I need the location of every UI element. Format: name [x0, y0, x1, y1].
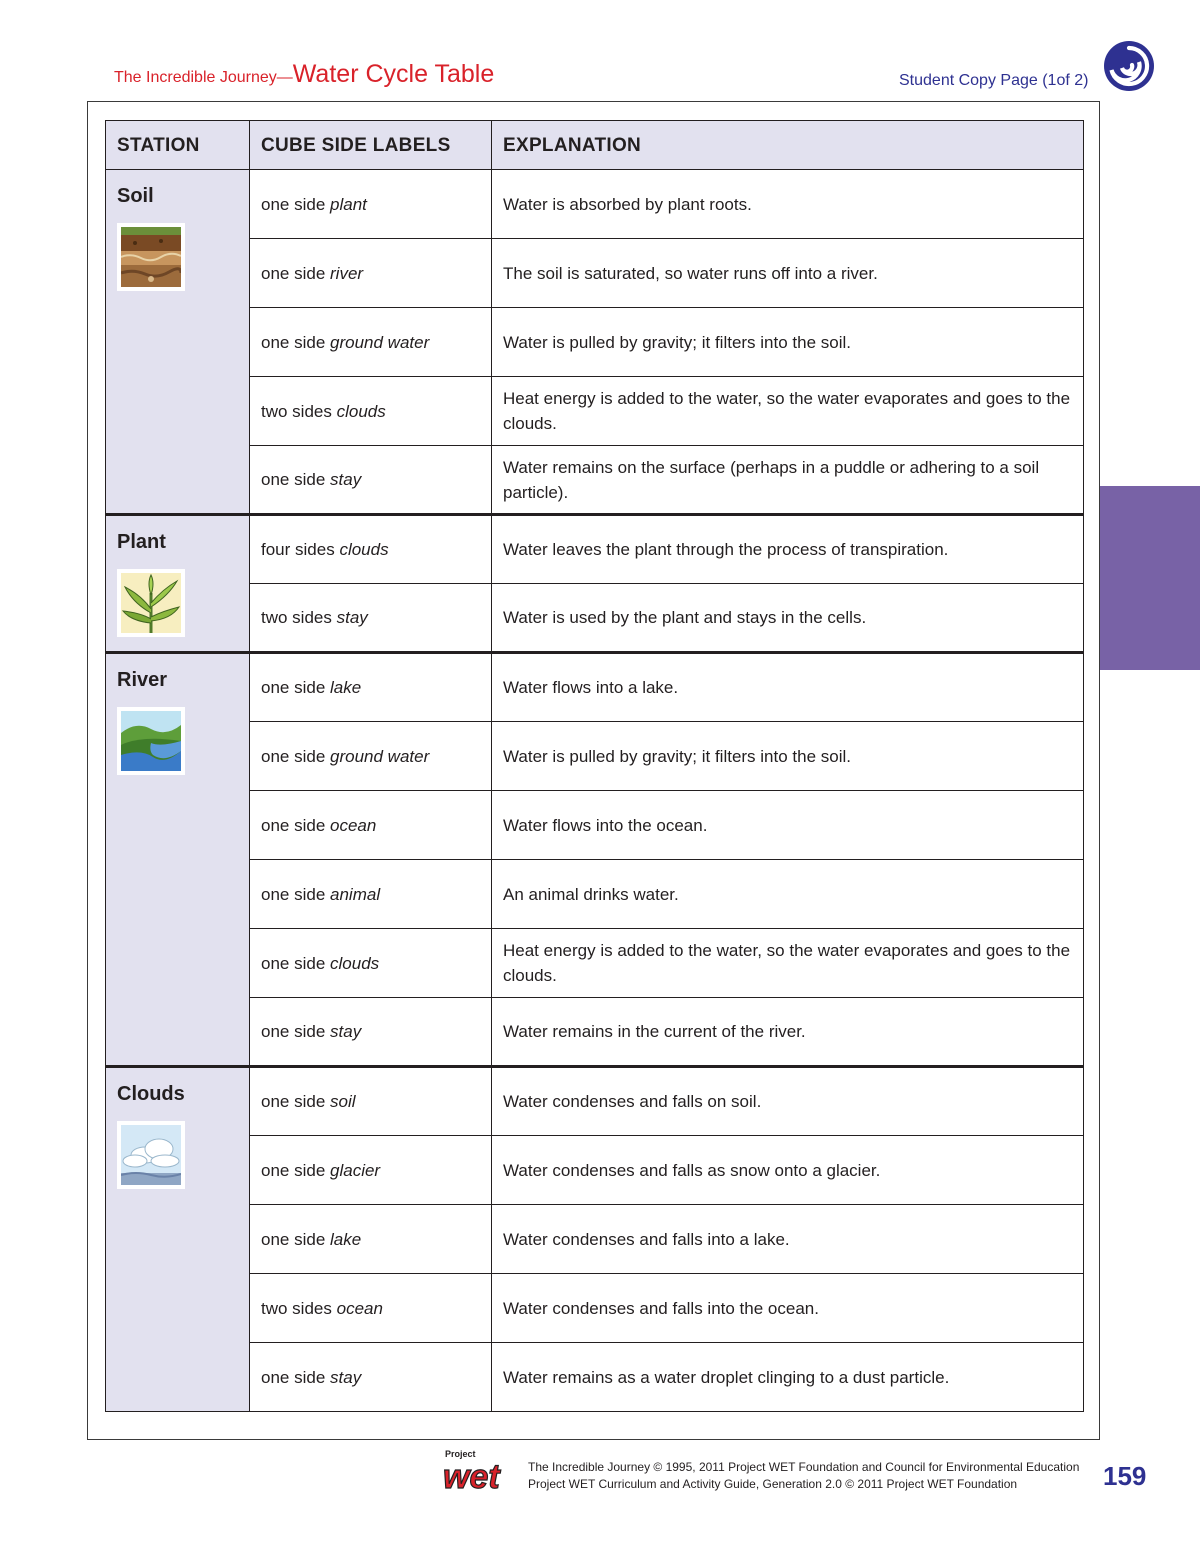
side-count: one side [261, 1022, 326, 1041]
side-destination: ocean [336, 1298, 383, 1318]
cube-side-label-cell [250, 1205, 492, 1274]
table-body [106, 170, 1084, 1412]
table-row [106, 860, 1084, 929]
side-destination: stay [336, 608, 368, 627]
explanation-cell: Water flows into a lake. [492, 653, 1084, 722]
cube-side-label-cell [250, 653, 492, 722]
side-count: one side [261, 884, 326, 904]
cube-side-label-cell [250, 446, 492, 515]
side-count: one side [261, 815, 326, 835]
cube-side-label-cell [250, 1343, 492, 1412]
side-count: one side [261, 470, 326, 489]
table-row [106, 170, 1084, 239]
station-cell-soil [106, 170, 250, 515]
side-count: one side [261, 1092, 326, 1111]
side-destination: stay [330, 470, 362, 489]
station-name: Clouds [117, 1083, 185, 1105]
station-name: River [117, 669, 168, 691]
side-destination: ground water [330, 332, 430, 352]
cube-side-label-cell [250, 515, 492, 584]
cube-side-label-cell [250, 929, 492, 998]
table-row [106, 722, 1084, 791]
side-count: one side [261, 1160, 326, 1180]
side-destination: clouds [330, 953, 380, 973]
side-count: one side [261, 678, 326, 697]
station-name: Soil [117, 185, 154, 207]
explanation-cell: Water is pulled by gravity; it filters into the soil. [492, 308, 1084, 377]
side-count: one side [261, 953, 326, 973]
side-count: two sides [261, 608, 332, 627]
station-cell-river [106, 653, 250, 1067]
side-count: one side [261, 1229, 326, 1249]
svg-text:wet: wet [443, 1458, 500, 1496]
side-count: one side [261, 1367, 326, 1387]
cube-side-label-cell [250, 239, 492, 308]
footer-line-2: Project WET Curriculum and Activity Guide, Generation 2.0 © 2011 Project WET Foundation [528, 1477, 1018, 1491]
side-destination: soil [330, 1092, 356, 1111]
river-image [117, 707, 185, 775]
table-row [106, 653, 1084, 722]
soil-image [117, 223, 185, 291]
explanation-cell: Water condenses and falls into the ocean. [492, 1274, 1084, 1343]
side-destination: glacier [330, 1160, 381, 1180]
explanation-cell: The soil is saturated, so water runs off into a river. [492, 239, 1084, 308]
footer-line-1: The Incredible Journey © 1995, 2011 Project WET Foundation and Council for Environmental Education [528, 1460, 1080, 1474]
explanation-cell: An animal drinks water. [492, 860, 1084, 929]
table-row [106, 1067, 1084, 1136]
station-cell-plant [106, 515, 250, 653]
plant-image [117, 569, 185, 637]
column-header-station: STATION [106, 121, 250, 170]
page-number: 159 [1103, 1461, 1147, 1491]
table-row [106, 377, 1084, 446]
side-count: four sides [261, 540, 335, 559]
side-count: two sides [261, 401, 332, 421]
page-title-main: Water Cycle Table [292, 60, 495, 88]
explanation-cell: Water remains on the surface (perhaps in a puddle or adhering to a soil particle). [492, 446, 1084, 515]
cube-side-label-cell [250, 584, 492, 653]
side-count: one side [261, 746, 326, 766]
table-row [106, 1343, 1084, 1412]
water-cycle-table [105, 120, 1084, 1412]
side-destination: animal [330, 884, 381, 904]
table-row [106, 929, 1084, 998]
side-destination: clouds [336, 401, 386, 421]
footer-copyright [528, 1459, 1079, 1493]
side-destination: lake [330, 1229, 362, 1249]
side-destination: river [330, 263, 364, 283]
swirl-logo-icon [1103, 40, 1155, 92]
explanation-cell: Water flows into the ocean. [492, 791, 1084, 860]
column-header-explanation: EXPLANATION [492, 121, 1084, 170]
cube-side-label-cell [250, 722, 492, 791]
side-destination: clouds [339, 540, 389, 559]
project-wet-logo [441, 1446, 521, 1496]
explanation-cell: Water is used by the plant and stays in the cells. [492, 584, 1084, 653]
side-count: one side [261, 332, 326, 352]
page-title-prefix: The Incredible Journey— [114, 69, 293, 86]
cube-side-label-cell [250, 1067, 492, 1136]
explanation-cell: Water is absorbed by plant roots. [492, 170, 1084, 239]
table-row [106, 239, 1084, 308]
svg-text:Project: Project [445, 1449, 476, 1459]
explanation-cell: Water condenses and falls on soil. [492, 1067, 1084, 1136]
explanation-cell: Water remains in the current of the river. [492, 998, 1084, 1067]
cube-side-label-cell [250, 170, 492, 239]
cube-side-label-cell [250, 860, 492, 929]
page-title [114, 60, 494, 89]
explanation-cell: Water leaves the plant through the process of transpiration. [492, 515, 1084, 584]
explanation-cell: Heat energy is added to the water, so the water evaporates and goes to the clouds. [492, 377, 1084, 446]
side-count: two sides [261, 1298, 332, 1318]
side-destination: lake [330, 678, 362, 697]
cube-side-label-cell [250, 791, 492, 860]
explanation-cell: Water remains as a water droplet clinging to a dust particle. [492, 1343, 1084, 1412]
station-cell-clouds [106, 1067, 250, 1412]
table-header-row [106, 121, 1084, 170]
cube-side-label-cell [250, 1274, 492, 1343]
side-destination: ocean [330, 815, 377, 835]
side-count: one side [261, 263, 326, 283]
table-row [106, 308, 1084, 377]
table-row [106, 515, 1084, 584]
table-row [106, 1136, 1084, 1205]
side-destination: stay [330, 1022, 362, 1041]
student-copy-label: Student Copy Page (1of 2) [899, 72, 1089, 89]
explanation-cell: Water condenses and falls as snow onto a glacier. [492, 1136, 1084, 1205]
cube-side-label-cell [250, 377, 492, 446]
clouds-image [117, 1121, 185, 1189]
cube-side-label-cell [250, 998, 492, 1067]
station-name: Plant [117, 531, 166, 553]
side-destination: stay [330, 1367, 362, 1387]
side-destination: plant [330, 194, 367, 214]
table-row [106, 998, 1084, 1067]
table-row [106, 1205, 1084, 1274]
table-row [106, 446, 1084, 515]
side-destination: ground water [330, 746, 430, 766]
section-tab [1100, 486, 1200, 670]
explanation-cell: Water is pulled by gravity; it filters into the soil. [492, 722, 1084, 791]
column-header-cube-side-labels: CUBE SIDE LABELS [250, 121, 492, 170]
explanation-cell: Water condenses and falls into a lake. [492, 1205, 1084, 1274]
explanation-cell: Heat energy is added to the water, so the water evaporates and goes to the clouds. [492, 929, 1084, 998]
side-count: one side [261, 194, 326, 214]
table-row [106, 791, 1084, 860]
cube-side-label-cell [250, 1136, 492, 1205]
cube-side-label-cell [250, 308, 492, 377]
table-row [106, 584, 1084, 653]
table-row [106, 1274, 1084, 1343]
